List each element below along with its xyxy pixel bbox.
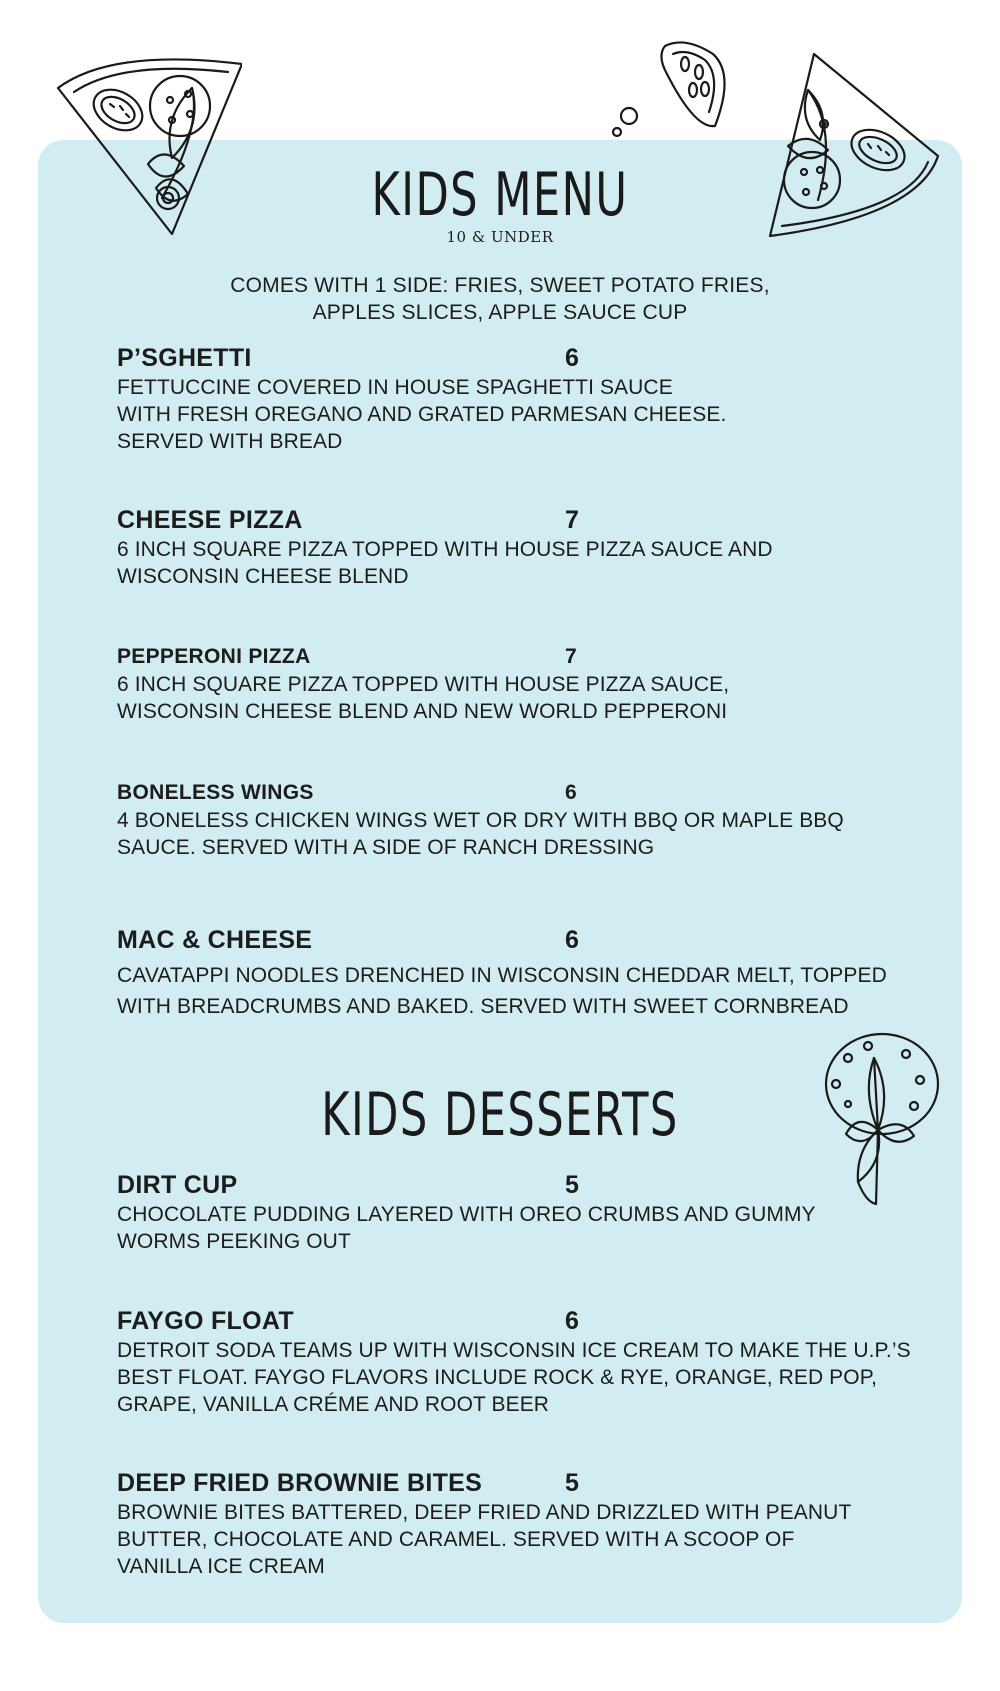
desserts-title: KIDS DESSERTS xyxy=(321,1080,679,1150)
item-description: 4 BONELESS CHICKEN WINGS WET OR DRY WITH BBQ OR MAPLE BBQ SAUCE. SERVED WITH A SIDE OF RANCH DRESSING xyxy=(117,809,844,859)
item-price: 5 xyxy=(565,1469,579,1497)
item-name: DIRT CUP xyxy=(117,1171,238,1199)
item-price: 5 xyxy=(565,1171,579,1199)
item-description: FETTUCCINE COVERED IN HOUSE SPAGHETTI SAUCE WITH FRESH OREGANO AND GRATED PARMESAN CHEESE. SERVED WITH BREAD xyxy=(117,376,727,453)
item-name: CHEESE PIZZA xyxy=(117,506,303,534)
sides-note xyxy=(0,272,1000,326)
menu-title: KIDS MENU xyxy=(371,160,629,230)
item-price: 6 xyxy=(565,1307,579,1335)
item-price: 7 xyxy=(565,506,579,534)
item-name: DEEP FRIED BROWNIE BITES xyxy=(117,1469,483,1497)
tomato-slice-icon xyxy=(605,34,765,144)
age-note: 10 & UNDER xyxy=(446,228,554,246)
item-price: 6 xyxy=(565,926,579,954)
item-description: 6 INCH SQUARE PIZZA TOPPED WITH HOUSE PIZZA SAUCE, WISCONSIN CHEESE BLEND AND NEW WORLD PEPPERONI xyxy=(117,673,730,723)
item-name: P’SGHETTI xyxy=(117,344,252,372)
item-name: BONELESS WINGS xyxy=(117,781,314,804)
sides-line: APPLES SLICES, APPLE SAUCE CUP xyxy=(312,301,688,324)
item-description: CHOCOLATE PUDDING LAYERED WITH OREO CRUMBS AND GUMMY WORMS PEEKING OUT xyxy=(117,1203,816,1253)
item-price: 7 xyxy=(565,645,577,668)
item-description: CAVATAPPI NOODLES DRENCHED IN WISCONSIN CHEDDAR MELT, TOPPED WITH BREADCRUMBS AND BAKED. SERVED WITH SWEET CORNBREAD xyxy=(117,964,887,1018)
item-description: 6 INCH SQUARE PIZZA TOPPED WITH HOUSE PIZZA SAUCE AND WISCONSIN CHEESE BLEND xyxy=(117,538,773,588)
item-price: 6 xyxy=(565,781,577,804)
item-description: DETROIT SODA TEAMS UP WITH WISCONSIN ICE CREAM TO MAKE THE U.P.’S BEST FLOAT. FAYGO FLAVORS INCLUDE ROCK & RYE, ORANGE, RED POP, GRAPE, VANILLA CRÉME AND ROOT BEER xyxy=(117,1339,911,1416)
item-name: FAYGO FLOAT xyxy=(117,1307,294,1335)
item-price: 6 xyxy=(565,344,579,372)
item-name: MAC & CHEESE xyxy=(117,926,313,954)
item-description: BROWNIE BITES BATTERED, DEEP FRIED AND DRIZZLED WITH PEANUT BUTTER, CHOCOLATE AND CARAMEL. SERVED WITH A SCOOP OF VANILLA ICE CREAM xyxy=(117,1501,852,1578)
item-name: PEPPERONI PIZZA xyxy=(117,645,311,668)
sides-line: COMES WITH 1 SIDE: FRIES, SWEET POTATO FRIES, xyxy=(230,274,770,297)
